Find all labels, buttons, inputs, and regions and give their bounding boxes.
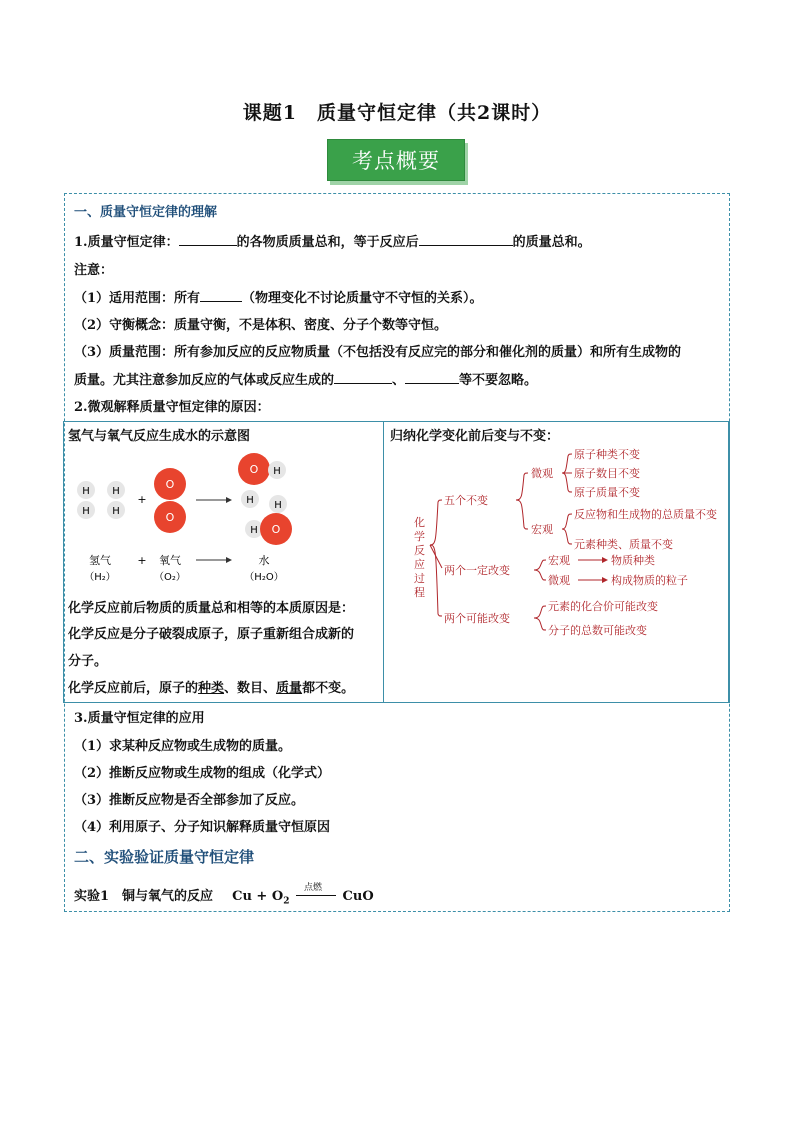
- atom-label: H: [246, 495, 254, 506]
- atom-label: H: [82, 506, 90, 517]
- tree-must-macro: 宏观: [548, 554, 570, 567]
- fill-blank: [405, 371, 459, 384]
- tree-must-macro-item: 物质种类: [611, 554, 655, 567]
- equation-subscript: 2: [283, 896, 290, 907]
- formula-oxygen: （O₂）: [154, 572, 186, 583]
- label-oxygen: 氧气: [159, 554, 181, 567]
- water-molecules: [238, 453, 292, 545]
- tree-micro-item: 原子质量不变: [574, 486, 640, 499]
- fill-blank: [419, 233, 513, 246]
- note-label: 注意：: [74, 263, 114, 278]
- reaction-arrow: [196, 497, 232, 503]
- label-plus: +: [137, 554, 147, 567]
- tree-must-micro: 微观: [548, 574, 570, 587]
- tree-two-must-change: 两个一定改变: [444, 564, 510, 577]
- tree-micro-item: 原子数目不变: [574, 467, 640, 480]
- tree-may-item: 元素的化合价可能改变: [548, 600, 658, 613]
- tree-macro-item: 元素种类、质量不变: [574, 538, 673, 551]
- application-4: （4）利用原子、分子知识解释质量守恒原因: [74, 820, 331, 835]
- tree-root-char: 程: [414, 586, 425, 599]
- oxygen-molecule: [154, 468, 186, 533]
- explanation-table: [63, 421, 730, 703]
- tree-root-char: 过: [414, 572, 425, 585]
- note-1: （1）适用范围：所有 （物理变化不讨论质量守不守恒的关系）。: [74, 291, 483, 306]
- application-3: （3）推断反应物是否全部参加了反应。: [74, 793, 305, 808]
- page-title: 课题1 质量守恒定律（共2课时）: [242, 102, 552, 124]
- tree-root-char: 应: [414, 558, 425, 571]
- tree-macro: 宏观: [531, 523, 553, 536]
- tree-two-may-change: 两个可能改变: [444, 612, 510, 625]
- section2-heading: 二、实验验证质量守恒定律: [74, 848, 255, 866]
- tree-macro-item: 反应物和生成物的总质量不变: [574, 508, 717, 521]
- hydrogen-molecules: [77, 481, 125, 519]
- essence-line-1: 化学反应前后物质的质量总和相等的本质原因是：: [68, 601, 355, 616]
- tree-root-char: 学: [414, 530, 425, 543]
- label-arrow: [196, 557, 232, 563]
- atom-label: H: [112, 506, 120, 517]
- essence-line-4: 化学反应前后，原子的种类、数目、质量都不变。: [68, 681, 355, 696]
- application-1: （1）求某种反应物或生成物的质量。: [74, 739, 292, 754]
- atom-label: H: [112, 486, 120, 497]
- condition-line: [296, 895, 336, 896]
- essence-line-2: 化学反应是分子破裂成原子，原子重新组合成新的: [68, 627, 355, 642]
- tree-micro-item: 原子种类不变: [574, 448, 640, 461]
- application-heading: 3.质量守恒定律的应用: [74, 711, 205, 726]
- note-2: （2）守衡概念：质量守衡，不是体积、密度、分子个数等守恒。: [74, 318, 448, 333]
- equation-right: CuO: [342, 889, 374, 904]
- atom-label: H: [273, 466, 281, 477]
- essence-line-3: 分子。: [68, 654, 108, 669]
- tree-may-item: 分子的总数可能改变: [548, 624, 647, 637]
- section1-heading: 一、质量守恒定律的理解: [74, 205, 218, 220]
- law-definition: 1.质量守恒定律： 的各物质质量总和，等于反应后 的质量总和。: [74, 235, 591, 250]
- note-3-line1: （3）质量范围：所有参加反应的反应物质量（不包括没有反应完的部分和催化剂的质量）和所有生成物的: [74, 345, 682, 360]
- condition-label: 点燃: [303, 882, 322, 893]
- atom-label: O: [271, 523, 281, 536]
- label-water: 水: [258, 554, 270, 567]
- summary-title: 归纳化学变化前后变与不变：: [390, 429, 560, 444]
- tree-root-char: 化: [414, 516, 425, 529]
- atom-label: H: [250, 525, 258, 536]
- note-3-line2: 质量。尤其注意参加反应的气体或反应生成的 、 等不要忽略。: [74, 373, 538, 388]
- reaction-condition: [294, 882, 338, 904]
- section-badge: 考点概要: [327, 139, 465, 181]
- atom-label: O: [165, 511, 175, 524]
- change-summary-tree: [384, 442, 728, 642]
- formula-hydrogen: （H₂）: [84, 572, 116, 583]
- atom-label: O: [249, 463, 259, 476]
- tree-micro: 微观: [531, 467, 553, 480]
- tree-five-unchanged: 五个不变: [444, 494, 488, 507]
- plus-sign: +: [137, 493, 147, 506]
- label-hydrogen: 氢气: [89, 554, 111, 567]
- table-edge: [728, 422, 729, 703]
- tree-root-char: 反: [414, 544, 425, 557]
- atom-label: H: [82, 486, 90, 497]
- atom-label: O: [165, 478, 175, 491]
- atom-label: H: [274, 500, 282, 511]
- tree-must-micro-item: 构成物质的粒子: [611, 574, 688, 587]
- reaction-diagram: [64, 442, 382, 592]
- fill-blank: [179, 233, 237, 246]
- micro-explanation-heading: 2.微观解释质量守恒定律的原因：: [74, 400, 270, 415]
- fill-blank: [334, 371, 392, 384]
- equation-left: Cu + O: [232, 889, 284, 904]
- fill-blank: [200, 289, 242, 302]
- formula-water: （H₂O）: [244, 572, 284, 583]
- application-2: （2）推断反应物或生成物的组成（化学式）: [74, 766, 331, 781]
- experiment-1: 实验1 铜与氧气的反应 $Cu + O_2$ 点燃 CuO: [74, 885, 374, 907]
- diagram-title: 氢气与氧气反应生成水的示意图: [68, 429, 251, 444]
